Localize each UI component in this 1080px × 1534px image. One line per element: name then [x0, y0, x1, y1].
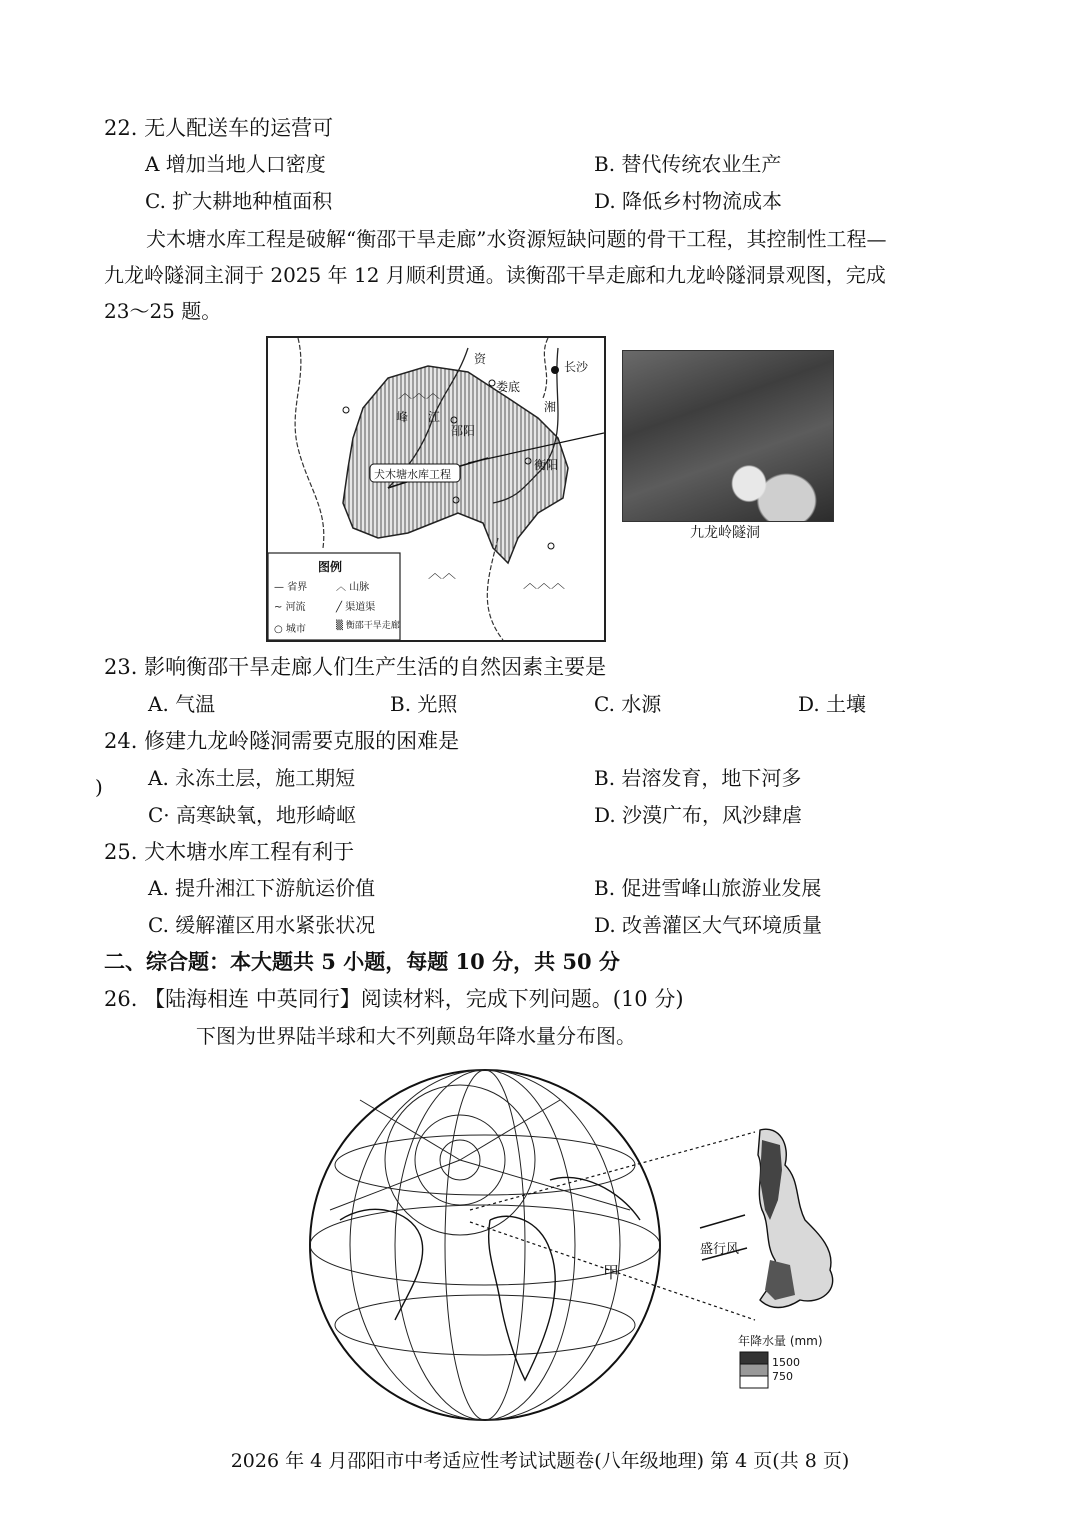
- q22-stem: 22. 无人配送车的运营可: [104, 116, 334, 140]
- legend-swatch-high: [740, 1352, 768, 1364]
- margin-mark: ): [95, 775, 103, 799]
- q22-option-b: B. 替代传统农业生产: [594, 152, 782, 176]
- q25-option-c: C. 缓解灌区用水紧张状况: [148, 913, 376, 937]
- material-line-1: 犬木塘水库工程是破解“衡邵干旱走廊”水资源短缺问题的骨干工程，其控制性工程—: [146, 227, 887, 251]
- q25-stem: 25. 犬木塘水库工程有利于: [104, 840, 355, 864]
- precip-legend-low: 750: [772, 1370, 793, 1383]
- wind-label: 盛行风: [700, 1242, 740, 1257]
- page-footer: 2026 年 4 月邵阳市中考适应性考试试题卷(八年级地理) 第 4 页(共 8 页): [230, 1450, 850, 1472]
- q24-option-d: D. 沙漠广布，风沙肆虐: [594, 803, 803, 827]
- legend-canal: ╱ 渠道渠: [336, 602, 376, 613]
- q23-stem: 23. 影响衡邵干旱走廊人们生产生活的自然因素主要是: [104, 655, 607, 679]
- q24-option-a: A. 永冻土层，施工期短: [148, 766, 356, 790]
- legend-corridor: ▒ 衡邵干旱走廊: [336, 621, 400, 631]
- wind-arrow-1: [700, 1215, 745, 1228]
- q25-option-a: A. 提升湘江下游航运价值: [148, 876, 376, 900]
- city-loudi: 娄底: [496, 380, 521, 394]
- corridor-map-graphic: [268, 338, 604, 640]
- q26-intro: 下图为世界陆半球和大不列颠岛年降水量分布图。: [196, 1024, 636, 1048]
- q22-option-d: D. 降低乡村物流成本: [594, 189, 783, 213]
- legend-province: — 省界: [274, 582, 308, 593]
- river-label-jiang: 江: [428, 410, 441, 424]
- city-shaoyang: 邵阳: [451, 424, 476, 438]
- legend-swatch-mid: [740, 1364, 768, 1376]
- q23-option-b: B. 光照: [390, 692, 458, 716]
- city-changsha: 长沙: [564, 360, 589, 374]
- q26-stem: 26. 【陆海相连 中英同行】阅读材料，完成下列问题。(10 分): [104, 987, 684, 1011]
- photo-caption: 九龙岭隧洞: [690, 525, 760, 541]
- mountain-label-feng: 峰: [396, 410, 409, 424]
- project-label: 犬木塘水库工程: [374, 468, 451, 481]
- q25-option-d: D. 改善灌区大气环境质量: [594, 913, 823, 937]
- precip-legend-title: 年降水量 (mm): [738, 1334, 823, 1348]
- river-label-xiang: 湘: [544, 400, 557, 414]
- q22-option-c: C. 扩大耕地种植面积: [145, 189, 333, 213]
- material-line-3: 23～25 题。: [104, 299, 222, 323]
- section-2-title: 二、综合题：本大题共 5 小题，每题 10 分，共 50 分: [104, 949, 620, 974]
- mountain-symbols: ︿︿︿: [398, 386, 440, 402]
- city-hengyang: 衡阳: [534, 458, 559, 472]
- legend-swatch-low: [740, 1376, 768, 1388]
- legend-mountain: ︿ 山脉: [336, 582, 370, 593]
- river-label-zi: 资: [474, 352, 487, 366]
- precip-legend-high: 1500: [772, 1356, 800, 1369]
- jiulongling-tunnel-photo: [622, 350, 834, 522]
- q24-option-b: B. 岩溶发育，地下河多: [594, 766, 802, 790]
- q25-option-b: B. 促进雪峰山旅游业发展: [594, 876, 822, 900]
- legend-city: ○ 城市: [274, 624, 306, 635]
- q23-option-c: C. 水源: [594, 692, 662, 716]
- point-jia-label: 甲: [603, 1263, 620, 1282]
- q24-option-c: C· 高寒缺氧，地形崎岖: [148, 803, 357, 827]
- legend-river: ~ 河流: [274, 602, 306, 613]
- svg-text:︿︿: ︿︿: [428, 566, 456, 582]
- land-hemisphere-figure: [300, 1060, 860, 1430]
- q24-stem: 24. 修建九龙岭隧洞需要克服的困难是: [104, 729, 460, 753]
- hengshao-corridor-map: [266, 336, 606, 642]
- legend-title: 图例: [318, 560, 343, 574]
- material-line-2: 九龙岭隧洞主洞于 2025 年 12 月顺利贯通。读衡邵干旱走廊和九龙岭隧洞景观图，完成: [104, 263, 886, 287]
- svg-text:︿︿︿: ︿︿︿: [523, 576, 565, 592]
- q23-option-a: A. 气温: [148, 692, 216, 716]
- q22-option-a: A 增加当地人口密度: [145, 152, 326, 176]
- q23-option-d: D. 土壤: [798, 692, 867, 716]
